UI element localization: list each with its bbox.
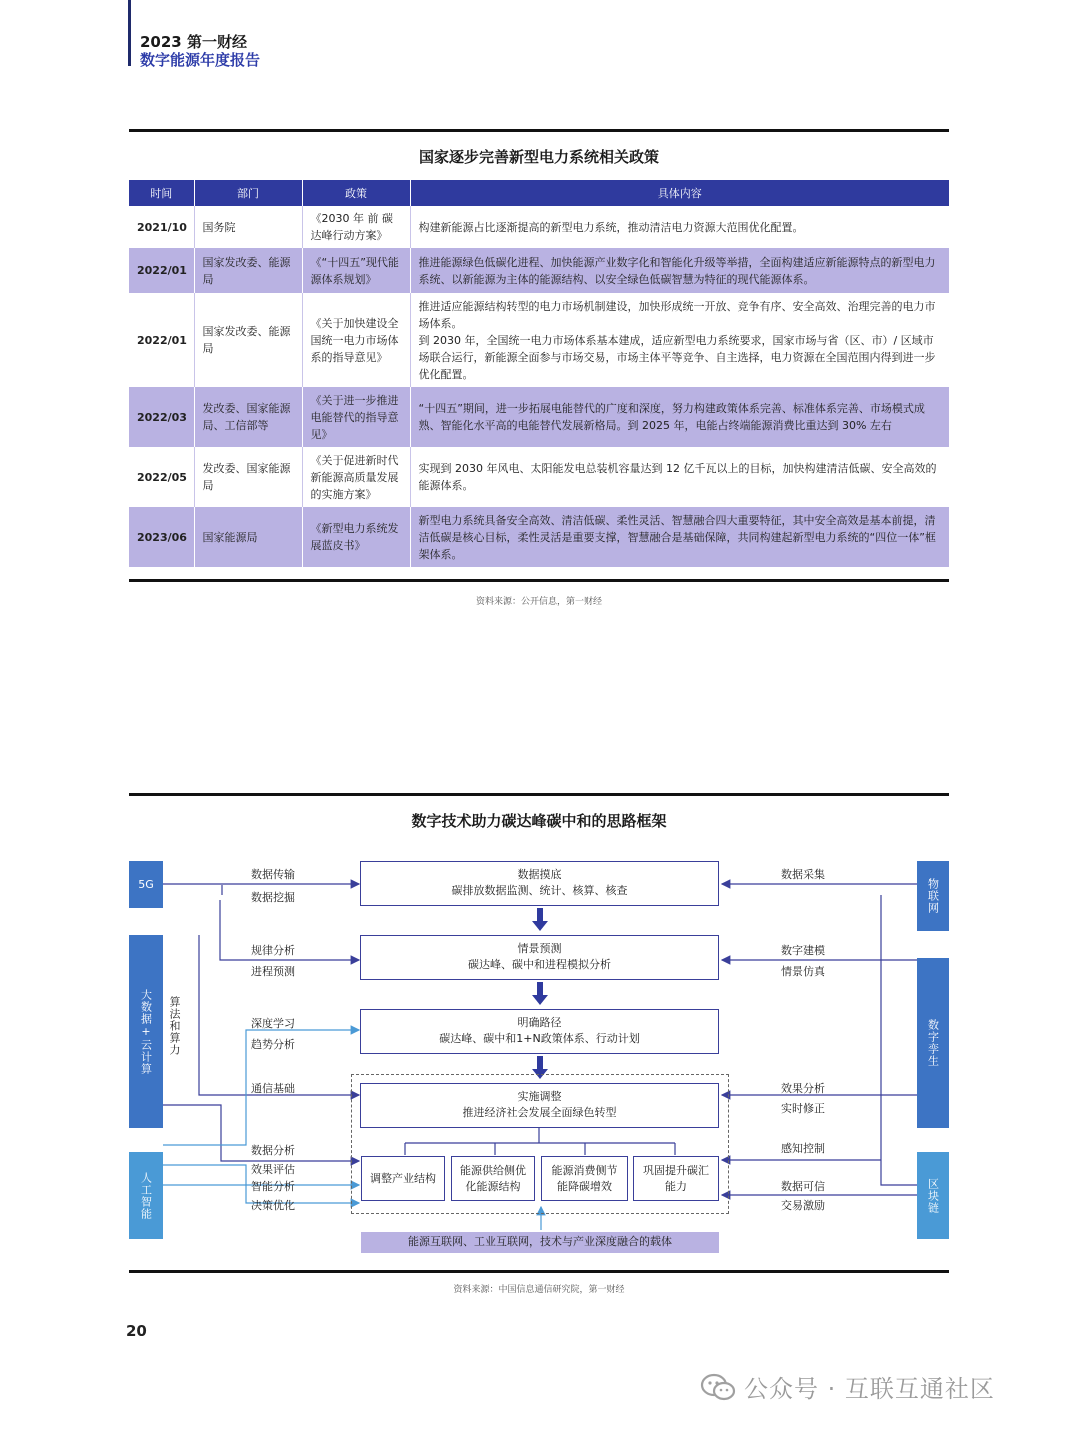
stage-subtitle: 推进经济社会发展全面绿色转型 [462, 1106, 617, 1119]
cell-dept: 发改委、国家能源局 [194, 447, 302, 507]
policy-table [129, 180, 949, 567]
stage-title: 实施调整 [517, 1090, 562, 1103]
block-bigdata-cloud-label: 大数据+云计算 [139, 988, 153, 1075]
report-title: 数字能源年度报告 [140, 51, 261, 69]
wechat-icon [700, 1372, 736, 1402]
label-pattern-analysis: 规律分析 [251, 944, 295, 957]
cell-dept: 国家能源局 [194, 507, 302, 567]
stage-box-implement-adjust [360, 1083, 719, 1128]
table-source-note: 资料来源：公开信息，第一财经 [475, 597, 602, 607]
section-top-rule [129, 129, 949, 132]
cell-dept: 国家发改委、能源局 [194, 248, 302, 293]
report-year-title: 2023 第一财经 [140, 33, 247, 51]
action-box-industry: 调整产业结构 [361, 1156, 445, 1201]
label-data-transmission: 数据传输 [251, 868, 295, 881]
label-data-collection: 数据采集 [781, 868, 825, 881]
cell-time: 2022/05 [129, 447, 194, 507]
block-digital-twin [917, 958, 949, 1128]
cell-content: 构建新能源占比逐渐提高的新型电力系统，推动清洁电力资源大范围优化配置。 [410, 206, 949, 248]
table-row [129, 447, 949, 507]
label-data-analysis: 数据分析 [251, 1144, 295, 1157]
table-title: 国家逐步完善新型电力系统相关政策 [418, 148, 659, 166]
cell-policy: 《新型电力系统发展蓝皮书》 [302, 507, 410, 567]
cell-time: 2021/10 [129, 206, 194, 248]
carrier-bar: 能源互联网、工业互联网，技术与产业深度融合的载体 [361, 1232, 719, 1253]
header-accent-bar [128, 0, 131, 66]
label-decision-optimization: 决策优化 [251, 1199, 295, 1212]
label-realtime-correction: 实时修正 [781, 1102, 825, 1115]
cell-content-para-1: 推进适应能源结构转型的电力市场机制建设，加快形成统一开放、竞争有序、安全高效、治理完善的电力市场体系。 [418, 299, 936, 330]
block-bigdata-cloud [129, 935, 163, 1128]
block-blockchain [917, 1152, 949, 1239]
block-ai [129, 1152, 163, 1239]
block-iot [917, 861, 949, 931]
cell-content: 推进能源绿色低碳化进程、加快能源产业数字化和智能化升级等举措，全面构建适应新能源特点的新型电力系统、以新能源为主体的能源结构、以安全绿色低碳智慧为特征的现代能源体系。 [410, 248, 949, 293]
stage-subtitle: 碳达峰、碳中和1+N政策体系、行动计划 [439, 1032, 640, 1045]
table-header-row [129, 180, 949, 206]
action-box-supply: 能源供给侧优化能源结构 [451, 1156, 535, 1201]
label-effect-evaluation: 效果评估 [251, 1163, 295, 1176]
label-progress-forecast: 进程预测 [251, 965, 295, 978]
cell-content [410, 293, 949, 387]
table-row [129, 206, 949, 248]
label-data-trust: 数据可信 [781, 1180, 825, 1193]
diagram-top-rule [129, 793, 949, 796]
table-row [129, 507, 949, 567]
table-bottom-rule [129, 579, 949, 582]
cell-time: 2022/01 [129, 248, 194, 293]
label-comm-infra: 通信基础 [251, 1082, 295, 1095]
cell-policy: 《关于进一步推进电能替代的指导意见》 [302, 387, 410, 447]
cell-dept: 国务院 [194, 206, 302, 248]
label-trade-incentive: 交易激励 [781, 1199, 825, 1212]
label-effect-analysis: 效果分析 [781, 1082, 825, 1095]
label-sensing-control: 感知控制 [781, 1142, 825, 1155]
cell-policy: 《“十四五”现代能源体系规划》 [302, 248, 410, 293]
stage-box-define-path [360, 1009, 719, 1054]
column-header-content: 具体内容 [410, 180, 949, 206]
diagram-bottom-rule [129, 1270, 949, 1273]
cell-content-para-2: 到 2030 年，全国统一电力市场体系基本建成，适应新型电力系统要求，国家市场与省（区、市）/ 区域市场联合运行，新能源全面参与市场交易，市场主体平等竞争、自主选择，电力资源在全国范围内得到进一步优化配置。 [418, 333, 936, 381]
page-number: 20 [126, 1322, 147, 1340]
cell-content: 实现到 2030 年风电、太阳能发电总装机容量达到 12 亿千瓦以上的目标，加快构建清洁低碳、安全高效的能源体系。 [410, 447, 949, 507]
label-trend-analysis: 趋势分析 [251, 1038, 295, 1051]
block-digital-twin-label: 数字孪生 [926, 1019, 940, 1067]
block-ai-label: 人工智能 [139, 1171, 153, 1220]
block-iot-label: 物联网 [926, 878, 940, 914]
cell-time: 2022/03 [129, 387, 194, 447]
stage-subtitle: 碳达峰、碳中和进程模拟分析 [468, 958, 611, 971]
diagram-source-note: 资料来源：中国信息通信研究院，第一财经 [453, 1285, 625, 1295]
stage-subtitle: 碳排放数据监测、统计、核算、核查 [451, 884, 628, 897]
diagram-title: 数字技术助力碳达峰碳中和的思路框架 [411, 812, 667, 830]
cell-content: 新型电力系统具备安全高效、清洁低碳、柔性灵活、智慧融合四大重要特征，其中安全高效是基本前提，清洁低碳是核心目标，柔性灵活是重要支撑，智慧融合是基础保障，共同构建起新型电力系统的“四位一体”框架体系。 [410, 507, 949, 567]
block-blockchain-label: 区块链 [926, 1177, 940, 1214]
label-intelligent-analysis: 智能分析 [251, 1180, 295, 1193]
column-header-time: 时间 [129, 180, 194, 206]
label-digital-modeling: 数字建模 [781, 944, 825, 957]
cell-dept: 国家发改委、能源局 [194, 293, 302, 387]
table-row [129, 248, 949, 293]
label-deep-learning: 深度学习 [251, 1017, 295, 1030]
stage-title: 明确路径 [517, 1016, 562, 1029]
watermark-text: 公众号 · 互联互通社区 [744, 1375, 995, 1403]
label-data-mining: 数据挖掘 [251, 891, 295, 904]
stage-box-data-baseline [360, 861, 719, 906]
cell-time: 2022/01 [129, 293, 194, 387]
stage-title: 数据摸底 [517, 868, 562, 881]
cell-dept: 发改委、国家能源局、工信部等 [194, 387, 302, 447]
cell-policy: 《关于加快建设全国统一电力市场体系的指导意见》 [302, 293, 410, 387]
cell-content: “十四五”期间，进一步拓展电能替代的广度和深度，努力构建政策体系完善、标准体系完善、市场模式成熟、智能化水平高的电能替代发展新格局。到 2025 年，电能占终端能源消费比重达到 30% 左右 [410, 387, 949, 447]
column-header-policy: 政策 [302, 180, 410, 206]
stage-title: 情景预测 [517, 942, 562, 955]
table-row [129, 293, 949, 387]
cell-time: 2023/06 [129, 507, 194, 567]
action-box-consumption: 能源消费侧节能降碳增效 [541, 1156, 628, 1201]
table-row [129, 387, 949, 447]
action-box-carbon-sink: 巩固提升碳汇能力 [633, 1156, 719, 1201]
stage-box-scenario-forecast [360, 935, 719, 980]
label-scenario-simulation: 情景仿真 [781, 965, 825, 978]
cell-policy: 《2030 年 前 碳达峰行动方案》 [302, 206, 410, 248]
column-header-dept: 部门 [194, 180, 302, 206]
label-algorithm-compute: 算法和算力 [168, 996, 181, 1056]
cell-policy: 《关于促进新时代新能源高质量发展的实施方案》 [302, 447, 410, 507]
block-5g: 5G [129, 861, 163, 908]
